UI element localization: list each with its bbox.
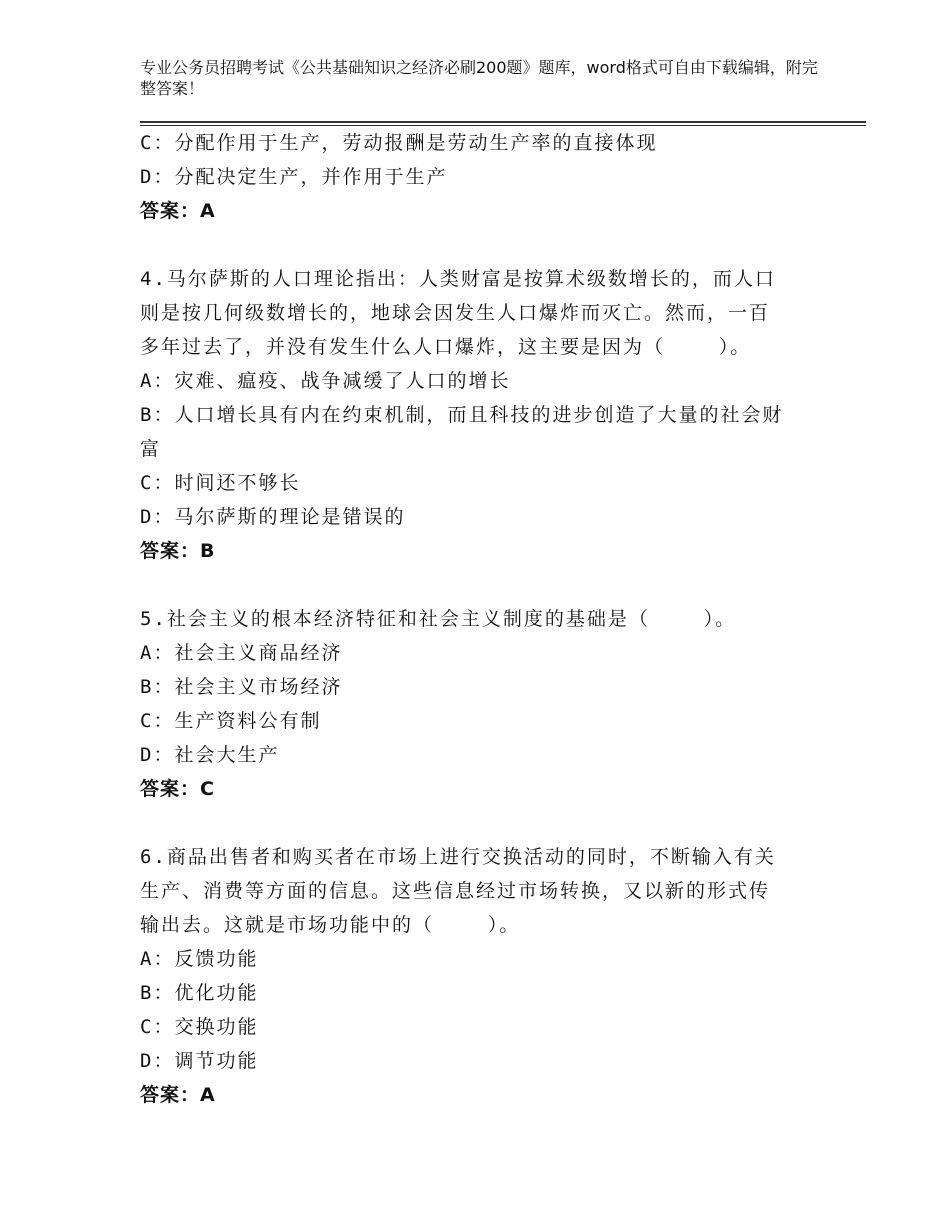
option-c: C：生产资料公有制 xyxy=(140,710,322,732)
option-a: A：反馈功能 xyxy=(140,948,259,970)
option-a: A：灾难、瘟疫、战争减缓了人口的增长 xyxy=(140,370,511,392)
answer-label: 答案：B xyxy=(140,540,216,562)
question-6-line-1: 6.商品出售者和购买者在市场上进行交换活动的同时，不断输入有关 xyxy=(140,846,776,868)
option-d: D：社会大生产 xyxy=(140,744,280,766)
question-gap xyxy=(140,228,830,262)
answer-label: 答案：A xyxy=(140,200,216,222)
question-4-line-1: 4.马尔萨斯的人口理论指出：人类财富是按算术级数增长的，而人口 xyxy=(140,268,776,290)
option-b-cont: 富 xyxy=(140,438,162,460)
option-a: A：社会主义商品经济 xyxy=(140,642,343,664)
question-gap xyxy=(140,568,830,602)
option-d: D：分配决定生产，并作用于生产 xyxy=(140,166,448,188)
question-content xyxy=(140,126,830,1112)
header-divider-thick xyxy=(140,121,866,123)
page-header: 专业公务员招聘考试《公共基础知识之经济必刷200题》题库，word格式可自由下载编辑，附完整答案！ xyxy=(140,58,818,98)
option-b: B：人口增长具有内在约束机制，而且科技的进步创造了大量的社会财 xyxy=(140,404,784,426)
question-4-line-2: 则是按几何级数增长的，地球会因发生人口爆炸而灭亡。然而，一百 xyxy=(140,302,771,324)
option-d: D：马尔萨斯的理论是错误的 xyxy=(140,506,406,528)
question-6-line-3: 输出去。这就是市场功能中的（ ）。 xyxy=(140,914,521,936)
answer-label: 答案：C xyxy=(140,778,215,800)
option-b: B：社会主义市场经济 xyxy=(140,676,343,698)
question-gap xyxy=(140,806,830,840)
answer-label: 答案：A xyxy=(140,1084,216,1106)
option-c: C：交换功能 xyxy=(140,1016,259,1038)
question-4-line-3: 多年过去了，并没有发生什么人口爆炸，这主要是因为（ ）。 xyxy=(140,336,752,358)
option-c: C：时间还不够长 xyxy=(140,472,301,494)
option-c: C：分配作用于生产，劳动报酬是劳动生产率的直接体现 xyxy=(140,132,658,154)
option-b: B：优化功能 xyxy=(140,982,259,1004)
question-6-line-2: 生产、消费等方面的信息。这些信息经过市场转换，又以新的形式传 xyxy=(140,880,771,902)
option-d: D：调节功能 xyxy=(140,1050,259,1072)
question-5-line-1: 5.社会主义的根本经济特征和社会主义制度的基础是（ ）。 xyxy=(140,608,737,630)
